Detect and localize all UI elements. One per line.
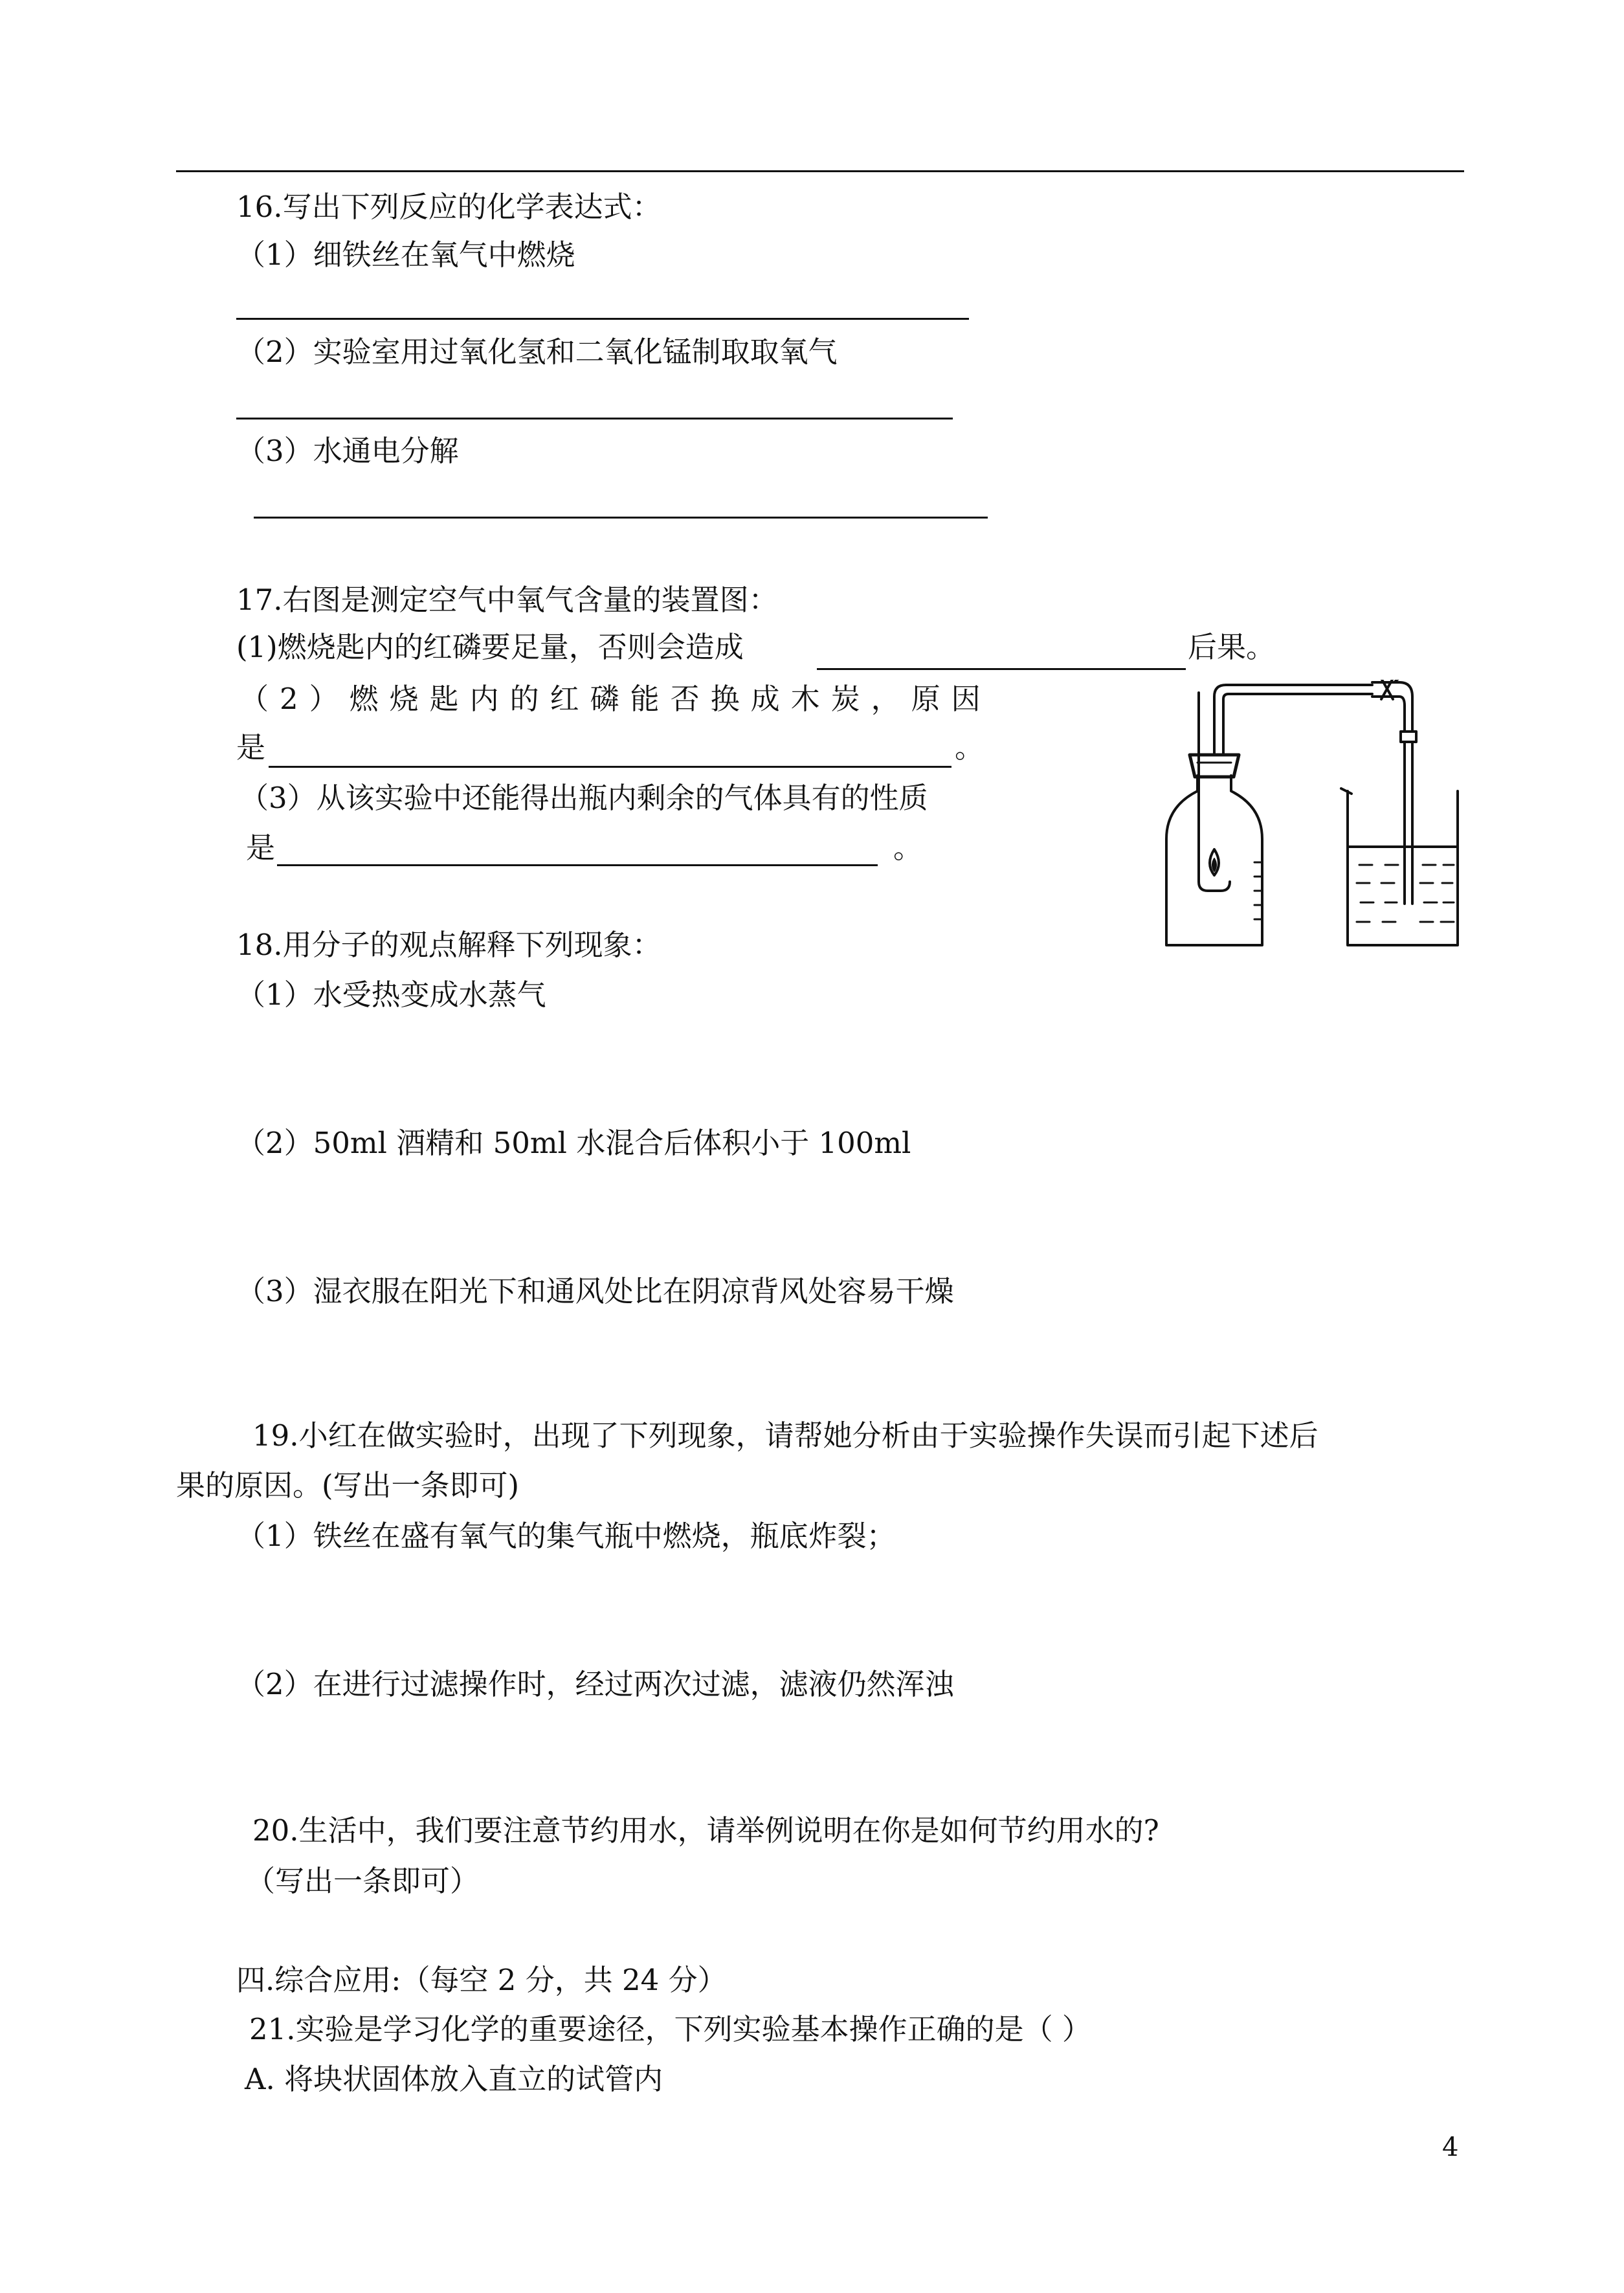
section-4-heading: 四.综合应用:（每空 2 分，共 24 分） bbox=[236, 1963, 727, 1997]
q19-item-2: （2）在进行过滤操作时，经过两次过滤，滤液仍然浑浊 bbox=[236, 1667, 954, 1701]
q17-item-1-text: (1)燃烧匙内的红磷要足量，否则会造成 bbox=[236, 630, 744, 664]
q17-item-3-prefix: 是 bbox=[246, 831, 276, 865]
q17-item-2-end: 。 bbox=[955, 730, 984, 765]
q18-title: 18.用分子的观点解释下列现象： bbox=[236, 928, 662, 962]
q17-item-3-end: 。 bbox=[893, 831, 923, 865]
q17-item-2-text: （2）燃烧匙内的红磷能否换成木炭，原因 bbox=[239, 682, 992, 716]
q17-item-1-suffix: 后果。 bbox=[1188, 630, 1276, 664]
q19-line-2: 果的原因。(写出一条即可) bbox=[176, 1468, 520, 1503]
q20-line-1: 20.生活中，我们要注意节约用水，请举例说明在你是如何节约用水的? bbox=[252, 1813, 1159, 1848]
q19-line-1: 19.小红在做实验时，出现了下列现象，请帮她分析由于实验操作失误而引起下述后 bbox=[252, 1418, 1318, 1453]
q16-answer-line-3[interactable] bbox=[254, 517, 988, 519]
page-number: 4 bbox=[1442, 2132, 1459, 2162]
rubber-tube bbox=[1372, 682, 1412, 706]
q17-title: 17.右图是测定空气中氧气含量的装置图： bbox=[236, 583, 778, 617]
q17-answer-line-2[interactable] bbox=[269, 766, 951, 768]
q16-title: 16.写出下列反应的化学表达式： bbox=[236, 190, 662, 224]
q17-answer-line-3[interactable] bbox=[277, 864, 878, 866]
q16-item-1: （1）细铁丝在氧气中燃烧 bbox=[236, 238, 575, 272]
q17-item-2-prefix: 是 bbox=[236, 730, 266, 765]
oxygen-content-apparatus-figure bbox=[1159, 680, 1482, 958]
q19-item-1: （1）铁丝在盛有氧气的集气瓶中燃烧，瓶底炸裂； bbox=[236, 1519, 896, 1553]
q21-option-a: A. 将块状固体放入直立的试管内 bbox=[245, 2062, 663, 2096]
q18-item-1: （1）水受热变成水蒸气 bbox=[236, 978, 546, 1012]
q18-item-2: （2）50ml 酒精和 50ml 水混合后体积小于 100ml bbox=[236, 1126, 911, 1160]
q16-item-2: （2）实验室用过氧化氢和二氧化锰制取取氧气 bbox=[236, 335, 838, 369]
delivery-tube bbox=[1214, 685, 1372, 755]
q21-title: 21.实验是学习化学的重要途径，下列实验基本操作正确的是（ ） bbox=[249, 2012, 1091, 2046]
q16-answer-line-2[interactable] bbox=[236, 418, 953, 419]
q16-answer-line-1[interactable] bbox=[236, 318, 969, 320]
q17-answer-line-1[interactable] bbox=[817, 668, 1186, 670]
q16-item-3: （3）水通电分解 bbox=[236, 434, 459, 468]
header-rule bbox=[176, 170, 1464, 172]
q20-line-2: （写出一条即可） bbox=[246, 1864, 480, 1898]
q18-item-3: （3）湿衣服在阳光下和通风处比在阴凉背风处容易干燥 bbox=[236, 1274, 954, 1308]
rubber-stopper bbox=[1190, 755, 1239, 777]
q17-item-3-text: （3）从该实验中还能得出瓶内剩余的气体具有的性质 bbox=[239, 781, 928, 815]
